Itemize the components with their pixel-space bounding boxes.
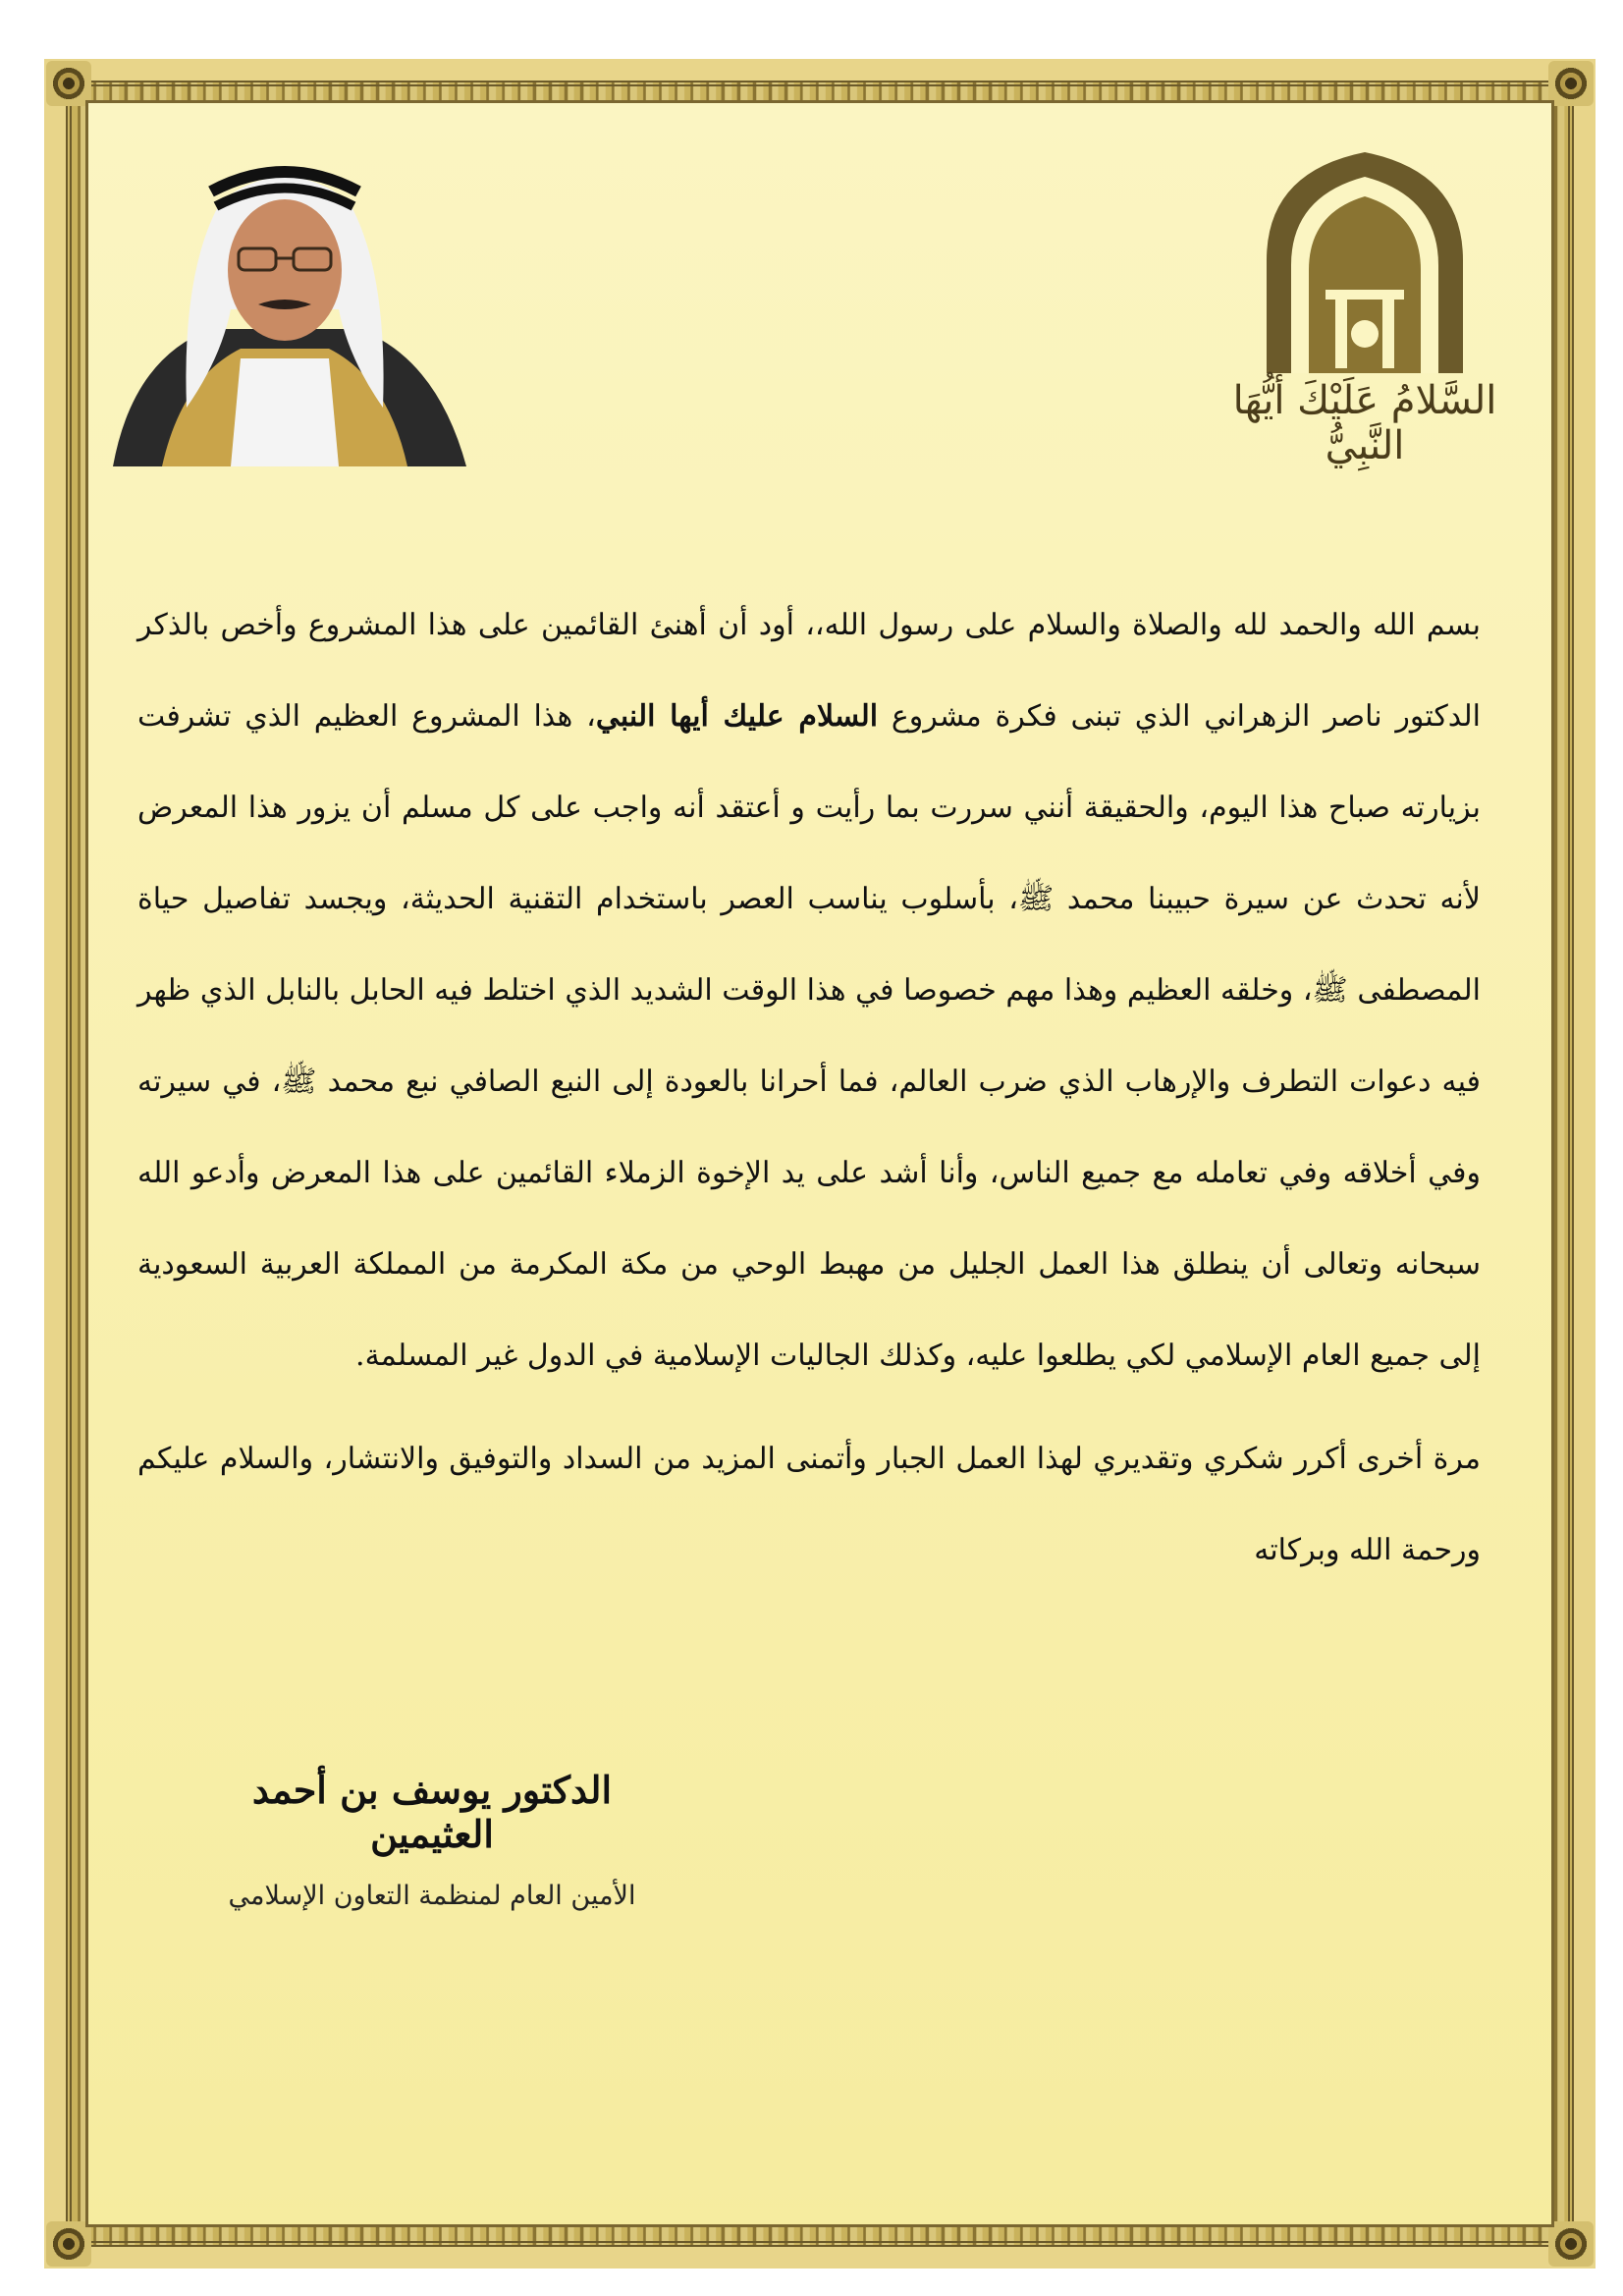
paragraph-1-text-a: بسم الله والحمد لله والصلاة والسلام على رسول الله،، أود أن أهنئ القائمين على هذا المشروع وأخص بالذكر الدكتور ناصر الزهراني الذي تبنى فكرة مشروع (137, 608, 1481, 734)
project-name-bold: السلام عليك أيها النبي (595, 699, 879, 734)
corner-ornament-icon (1548, 61, 1594, 106)
logo-caption: السَّلامُ عَلَيْكَ أيُّهَا النَّبِيُّ (1232, 378, 1497, 468)
corner-ornament-icon (1548, 2221, 1594, 2267)
signatory-title: الأمين العام لمنظمة التعاون الإسلامي (228, 1881, 636, 1911)
paragraph-1-text-b: ، هذا المشروع العظيم الذي تشرفت بزيارته صباح هذا اليوم، والحقيقة أنني سررت بما رأيت و أعتقد أنه واجب على كل مسلم أن يزور هذا المعرض لأنه تحدث عن سيرة حبيبنا محمد ﷺ، بأسلوب يناسب العصر باستخدام التقنية الحديثة، ويجسد تفاصيل حياة المصطفى ﷺ، وخلقه العظيم وهذا مهم خصوصا في هذا الوقت الشديد الذي اختلط فيه الحابل بالنابل الذي ظهر فيه دعوات التطرف والإرهاب الذي ضرب العالم، فما أحرانا بالعودة إلى النبع الصافي نبع محمد ﷺ، في سيرته وفي أخلاقه وفي تعامله مع جميع الناس، وأنا أشد على يد الإخوة الزملاء القائمين على هذا المعرض وأدعو الله سبحانه وتعالى أن ينطلق هذا العمل الجليل من مهبط الوحي من مكة المكرمة من المملكة العربية السعودية إلى جميع العام الإسلامي لكي يطلعوا عليه، وكذلك الجاليات الإسلامية في الدول غير المسلمة. (137, 699, 1481, 1373)
letter-paragraph-2: مرة أخرى أكرر شكري وتقديري لهذا العمل الجبار وأتمنى المزيد من السداد والتوفيق والانتشار، والسلام عليكم ورحمة الله وبركاته (137, 1442, 1481, 1567)
portrait-image (93, 113, 476, 466)
signatory-name: الدكتور يوسف بن أحمد العثيمين (251, 1768, 613, 1856)
project-logo (1232, 152, 1497, 468)
portrait-photo (93, 113, 476, 466)
letter-paragraph-1 (137, 579, 1481, 1401)
letter-body (137, 579, 1481, 1596)
corner-ornament-icon (46, 2221, 91, 2267)
arch-emblem-icon (1232, 152, 1497, 378)
